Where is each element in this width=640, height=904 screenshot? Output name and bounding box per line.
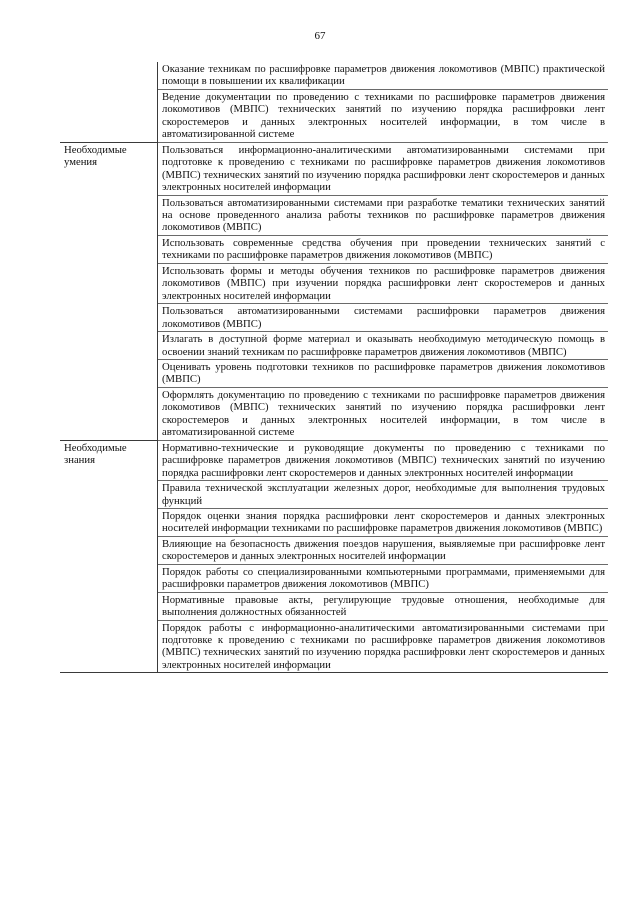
row-text: Влияющие на безопасность движения поездов нарушения, выявляемые при расшифровке лент скоростемеров и данных электронных носителей информации (158, 536, 609, 564)
table-row (60, 508, 608, 536)
row-text: Нормативно-технические и руководящие документы по проведению с техниками по расшифровке параметров движения локомотивов (МВПС) технических занятий по изучению порядка расшифровки лент скоростемеров и данных электронных носителей информации (158, 440, 609, 480)
row-text: Пользоваться информационно-аналитическими автоматизированными системами при подготовке к проведению с техниками по расшифровке параметров движения локомотивов (МВПС) технических занятий по изучению порядка расшифровки лент скоростемеров и данных электронных носителей информации (158, 142, 609, 195)
row-label (60, 304, 158, 332)
row-label (60, 263, 158, 303)
table-row (60, 332, 608, 360)
row-text: Оформлять документацию по проведению с техниками по расшифровке параметров движения локомотивов (МВПС) технических занятий по изучению порядка расшифровки лент скоростемеров и данных электронных носителей информации, в том числе в автоматизированной системе (158, 387, 609, 440)
row-label (60, 508, 158, 536)
row-text: Использовать современные средства обучения при проведении технических занятий с техниками по расшифровке параметров движения локомотивов (МВПС) (158, 235, 609, 263)
row-label (60, 332, 158, 360)
row-label (60, 387, 158, 440)
section-label-knowledge: Необходимые знания (60, 440, 158, 480)
table-row (60, 142, 608, 195)
table-row (60, 89, 608, 142)
row-label (60, 195, 158, 235)
requirements-table (60, 62, 608, 673)
table-row (60, 440, 608, 480)
table-row (60, 564, 608, 592)
table-row (60, 620, 608, 673)
row-label (60, 481, 158, 509)
row-text: Излагать в доступной форме материал и оказывать необходимую методическую помощь в освоении знаний техникам по расшифровке параметров движения локомотивов (МВПС) (158, 332, 609, 360)
table-row (60, 304, 608, 332)
table-row (60, 387, 608, 440)
requirements-table-body (60, 62, 608, 673)
row-text: Оценивать уровень подготовки техников по расшифровке параметров движения локомотивов (МВПС) (158, 359, 609, 387)
row-text: Пользоваться автоматизированными системами расшифровки параметров движения локомотивов (МВПС) (158, 304, 609, 332)
row-label (60, 235, 158, 263)
row-label (60, 536, 158, 564)
table-row (60, 592, 608, 620)
page-number: 67 (314, 30, 326, 42)
table-row (60, 481, 608, 509)
table-row (60, 235, 608, 263)
row-label (60, 592, 158, 620)
table-row (60, 195, 608, 235)
row-label (60, 620, 158, 673)
row-text: Ведение документации по проведению с техниками по расшифровке параметров движения локомотивов (МВПС) технических занятий по изучению порядка расшифровки лент скоростемеров и данных электронных носителей информации, в том числе в автоматизированной системе (158, 89, 609, 142)
row-text: Порядок оценки знания порядка расшифровки лент скоростемеров и данных электронных носителей информации техниками по расшифровке параметров движения локомотивов (МВПС) (158, 508, 609, 536)
row-text: Нормативные правовые акты, регулирующие трудовые отношения, необходимые для выполнения должностных обязанностей (158, 592, 609, 620)
row-text: Правила технической эксплуатации железных дорог, необходимые для выполнения трудовых функций (158, 481, 609, 509)
table-row (60, 62, 608, 89)
row-label (60, 564, 158, 592)
row-text: Порядок работы с информационно-аналитическими автоматизированными системами при подготовке к проведению с техниками по расшифровке параметров движения локомотивов (МВПС) технических занятий по изучению порядка расшифровки лент скоростемеров и данных электронных носителей информации (158, 620, 609, 673)
table-row (60, 263, 608, 303)
row-text: Оказание техникам по расшифровке параметров движения локомотивов (МВПС) практической помощи в повышении их квалификации (158, 62, 609, 89)
row-text: Использовать формы и методы обучения техников по расшифровке параметров движения локомотивов (МВПС) при изучении порядка расшифровки лент скоростемеров и данных электронных носителей информации (158, 263, 609, 303)
row-text: Порядок работы со специализированными компьютерными программами, применяемыми для расшифровки параметров движения локомотивов (МВПС) (158, 564, 609, 592)
row-text: Пользоваться автоматизированными системами при разработке тематики технических занятий на основе проведенного анализа работы техников по расшифровке параметров движения локомотивов (МВПС) (158, 195, 609, 235)
table-row (60, 536, 608, 564)
row-label (60, 89, 158, 142)
row-label (60, 62, 158, 89)
section-label-skills: Необходимые умения (60, 142, 158, 195)
table-row (60, 359, 608, 387)
row-label (60, 359, 158, 387)
